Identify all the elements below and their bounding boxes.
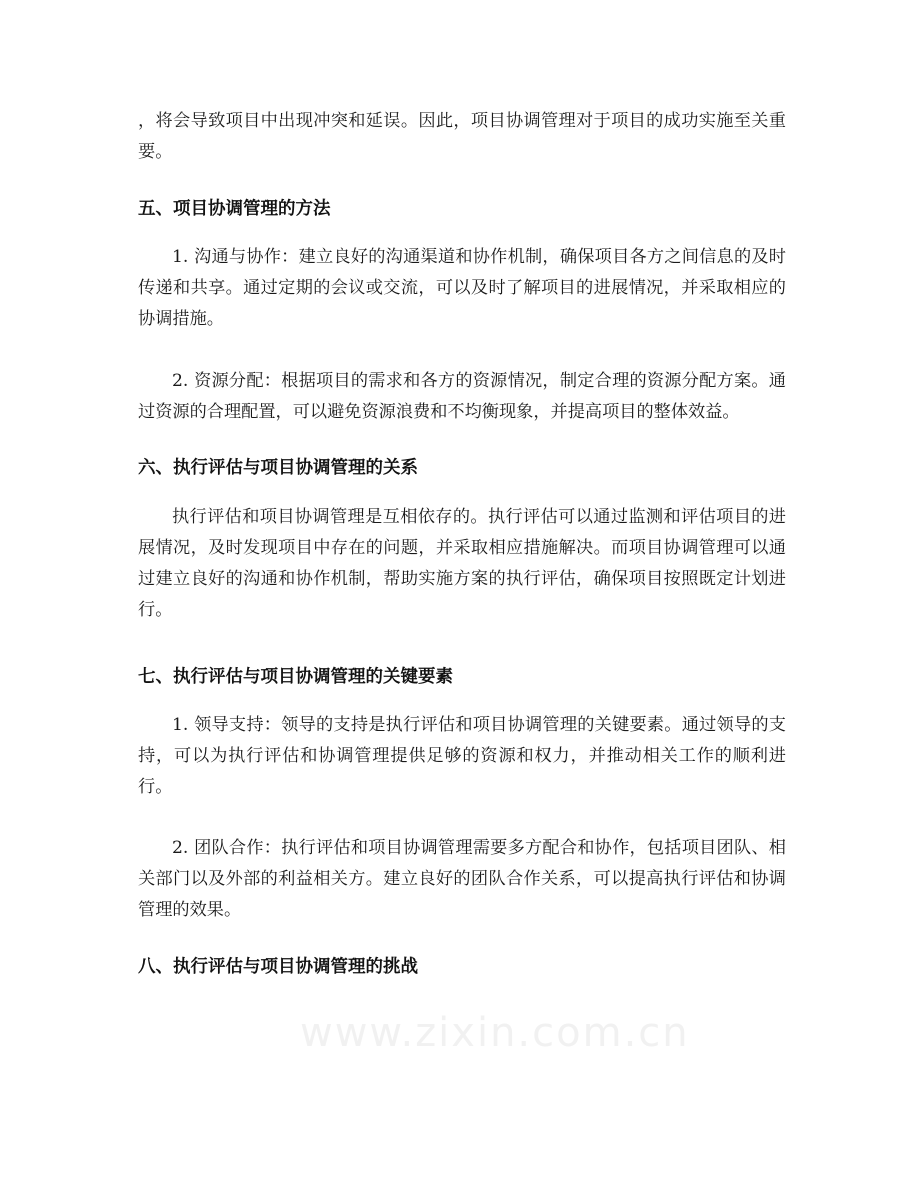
section-7-paragraph-1: 1. 领导支持：领导的支持是执行评估和项目协调管理的关键要素。通过领导的支持，可以为执行评估和协调管理提供足够的资源和权力，并推动相关工作的顺利进行。 xyxy=(138,715,786,797)
section-5-heading: 五、项目协调管理的方法 xyxy=(138,199,331,219)
watermark: www.zixin.com.cn xyxy=(300,1010,690,1056)
section-5-paragraph-2: 2. 资源分配：根据项目的需求和各方的资源情况，制定合理的资源分配方案。通过资源的合理配置，可以避免资源浪费和不均衡现象，并提高项目的整体效益。 xyxy=(138,371,786,422)
intro-paragraph: ，将会导致项目中出现冲突和延误。因此，项目协调管理对于项目的成功实施至关重要。 xyxy=(138,111,786,162)
section-7-heading: 七、执行评估与项目协调管理的关键要素 xyxy=(138,667,453,687)
section-5-paragraph-1: 1. 沟通与协作：建立良好的沟通渠道和协作机制，确保项目各方之间信息的及时传递和共享。通过定期的会议或交流，可以及时了解项目的进展情况，并采取相应的协调措施。 xyxy=(138,247,786,329)
section-6-paragraph-1: 执行评估和项目协调管理是互相依存的。执行评估可以通过监测和评估项目的进展情况，及时发现项目中存在的问题，并采取相应措施解决。而项目协调管理可以通过建立良好的沟通和协作机制，帮助实施方案的执行评估，确保项目按照既定计划进行。 xyxy=(138,507,786,620)
section-6-heading: 六、执行评估与项目协调管理的关系 xyxy=(138,458,418,478)
section-8-heading: 八、执行评估与项目协调管理的挑战 xyxy=(138,957,418,977)
section-7-paragraph-2: 2. 团队合作：执行评估和项目协调管理需要多方配合和协作，包括项目团队、相关部门以及外部的利益相关方。建立良好的团队合作关系，可以提高执行评估和协调管理的效果。 xyxy=(138,838,786,920)
